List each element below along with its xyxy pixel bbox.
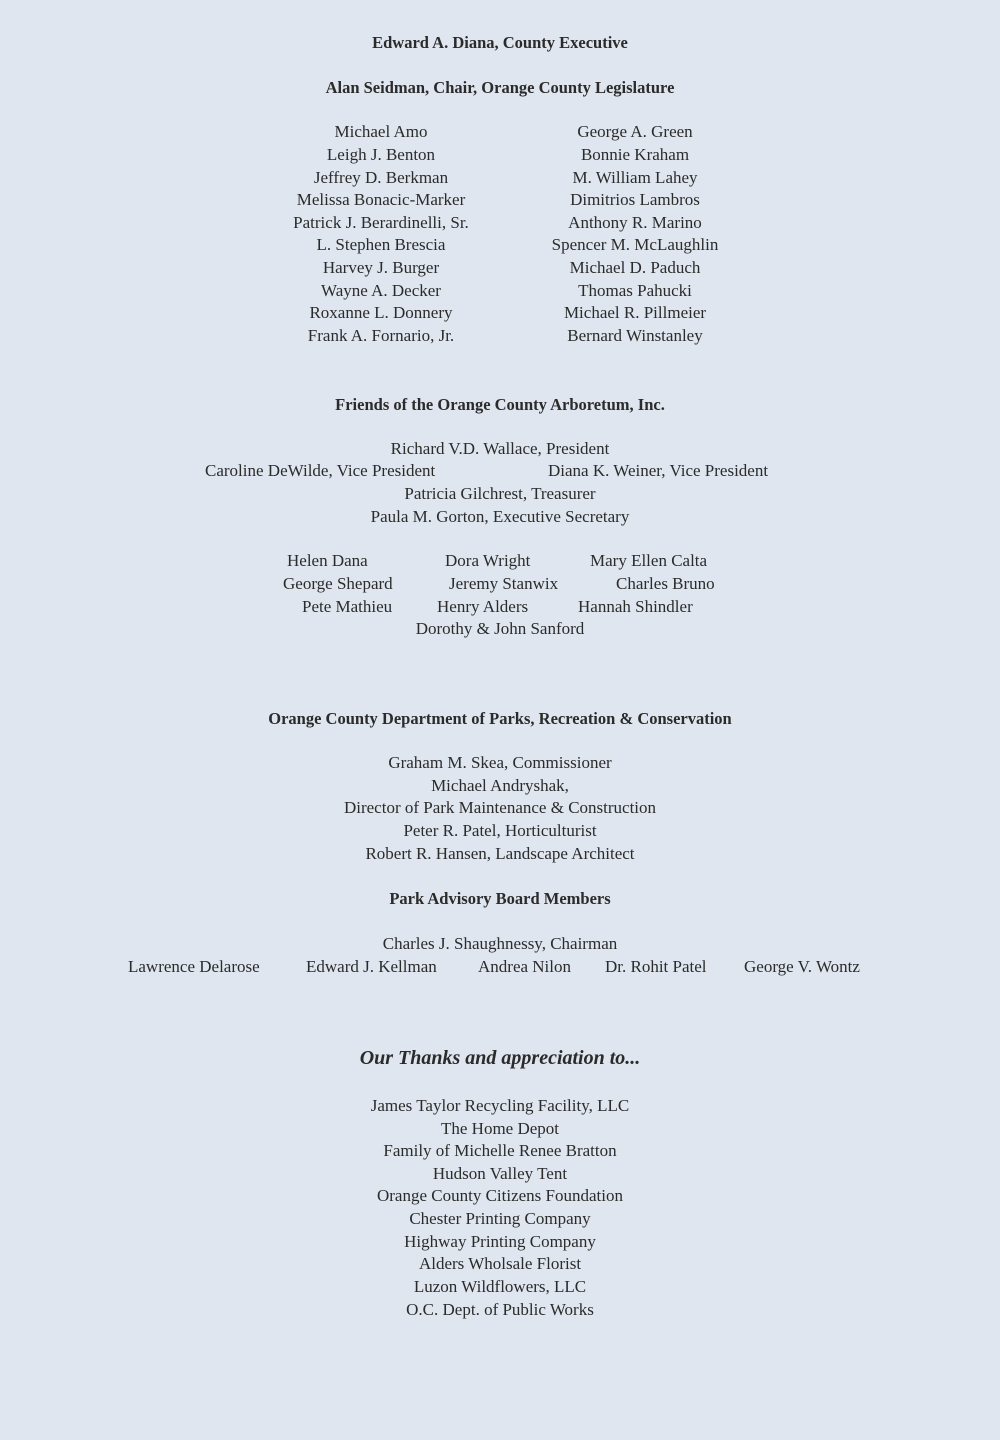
legislator-name: Patrick J. Berardinelli, Sr.: [293, 213, 469, 232]
sponsor-name: Orange County Citizens Foundation: [376, 1186, 623, 1205]
legislator-name: Melissa Bonacic-Marker: [296, 190, 466, 209]
member-name: George Shepard: [283, 574, 393, 593]
legislator-name: Spencer M. McLaughlin: [551, 235, 719, 254]
member-name: Pete Mathieu: [302, 597, 393, 616]
parks-line: Robert R. Hansen, Landscape Architect: [365, 844, 635, 863]
member-name: Charles Bruno: [616, 574, 715, 593]
member-name: Dorothy & John Sanford: [415, 619, 585, 638]
legislator-name: Michael D. Paduch: [569, 258, 701, 277]
legislator-name: Jeffrey D. Berkman: [313, 168, 449, 187]
advisory-member: Andrea Nilon: [478, 957, 572, 976]
member-name: Dora Wright: [445, 551, 531, 570]
county-executive: Edward A. Diana, County Executive: [372, 33, 628, 52]
member-name: Jeremy Stanwix: [449, 574, 559, 593]
parks-line: Peter R. Patel, Horticulturist: [403, 821, 597, 840]
friends-treasurer: Patricia Gilchrest, Treasurer: [404, 484, 596, 503]
sponsor-name: The Home Depot: [440, 1119, 560, 1138]
legislator-name: Frank A. Fornario, Jr.: [307, 326, 455, 345]
member-name: Hannah Shindler: [578, 597, 693, 616]
parks-line: Michael Andryshak,: [431, 776, 569, 795]
legislator-name: Anthony R. Marino: [568, 213, 702, 232]
sponsor-name: O.C. Dept. of Public Works: [406, 1300, 594, 1319]
parks-heading: Orange County Department of Parks, Recreation & Conservation: [268, 709, 732, 728]
member-name: Helen Dana: [287, 551, 368, 570]
legislator-name: Thomas Pahucki: [578, 281, 692, 300]
advisory-chairman: Charles J. Shaughnessy, Chairman: [382, 934, 618, 953]
sponsor-name: Chester Printing Company: [409, 1209, 591, 1228]
thanks-heading: Our Thanks and appreciation to...: [359, 1047, 641, 1069]
legislator-name: Bernard Winstanley: [567, 326, 703, 345]
legislator-name: Michael R. Pillmeier: [563, 303, 707, 322]
legislature-chair: Alan Seidman, Chair, Orange County Legislature: [325, 78, 675, 97]
member-name: Mary Ellen Calta: [590, 551, 708, 570]
legislator-name: Wayne A. Decker: [321, 281, 441, 300]
advisory-member: George V. Wontz: [744, 957, 860, 976]
member-name: Henry Alders: [437, 597, 529, 616]
friends-vp-1: Caroline DeWilde, Vice President: [205, 461, 436, 480]
friends-vp-2: Diana K. Weiner, Vice President: [548, 461, 769, 480]
legislator-name: Harvey J. Burger: [322, 258, 440, 277]
sponsor-name: Luzon Wildflowers, LLC: [413, 1277, 587, 1296]
legislator-name: Bonnie Kraham: [580, 145, 690, 164]
legislator-name: Michael Amo: [334, 122, 428, 141]
legislator-name: L. Stephen Brescia: [316, 235, 446, 254]
advisory-member: Edward J. Kellman: [306, 957, 437, 976]
parks-line: Director of Park Maintenance & Construction: [343, 798, 657, 817]
sponsor-name: Alders Wholsale Florist: [418, 1254, 582, 1273]
friends-president: Richard V.D. Wallace, President: [390, 439, 610, 458]
sponsor-name: Highway Printing Company: [404, 1232, 596, 1251]
parks-line: Graham M. Skea, Commissioner: [388, 753, 612, 772]
sponsor-name: Family of Michelle Renee Bratton: [383, 1141, 617, 1160]
advisory-member: Dr. Rohit Patel: [605, 957, 707, 976]
legislator-name: M. William Lahey: [572, 168, 698, 187]
friends-heading: Friends of the Orange County Arboretum, Inc.: [335, 395, 665, 414]
advisory-member: Lawrence Delarose: [128, 957, 260, 976]
friends-secretary: Paula M. Gorton, Executive Secretary: [370, 507, 630, 526]
sponsor-name: James Taylor Recycling Facility, LLC: [370, 1096, 630, 1115]
sponsor-name: Hudson Valley Tent: [432, 1164, 568, 1183]
legislator-name: Roxanne L. Donnery: [309, 303, 453, 322]
legislator-name: George A. Green: [577, 122, 693, 141]
legislator-name: Leigh J. Benton: [326, 145, 436, 164]
advisory-heading: Park Advisory Board Members: [389, 889, 611, 908]
legislator-name: Dimitrios Lambros: [570, 190, 700, 209]
